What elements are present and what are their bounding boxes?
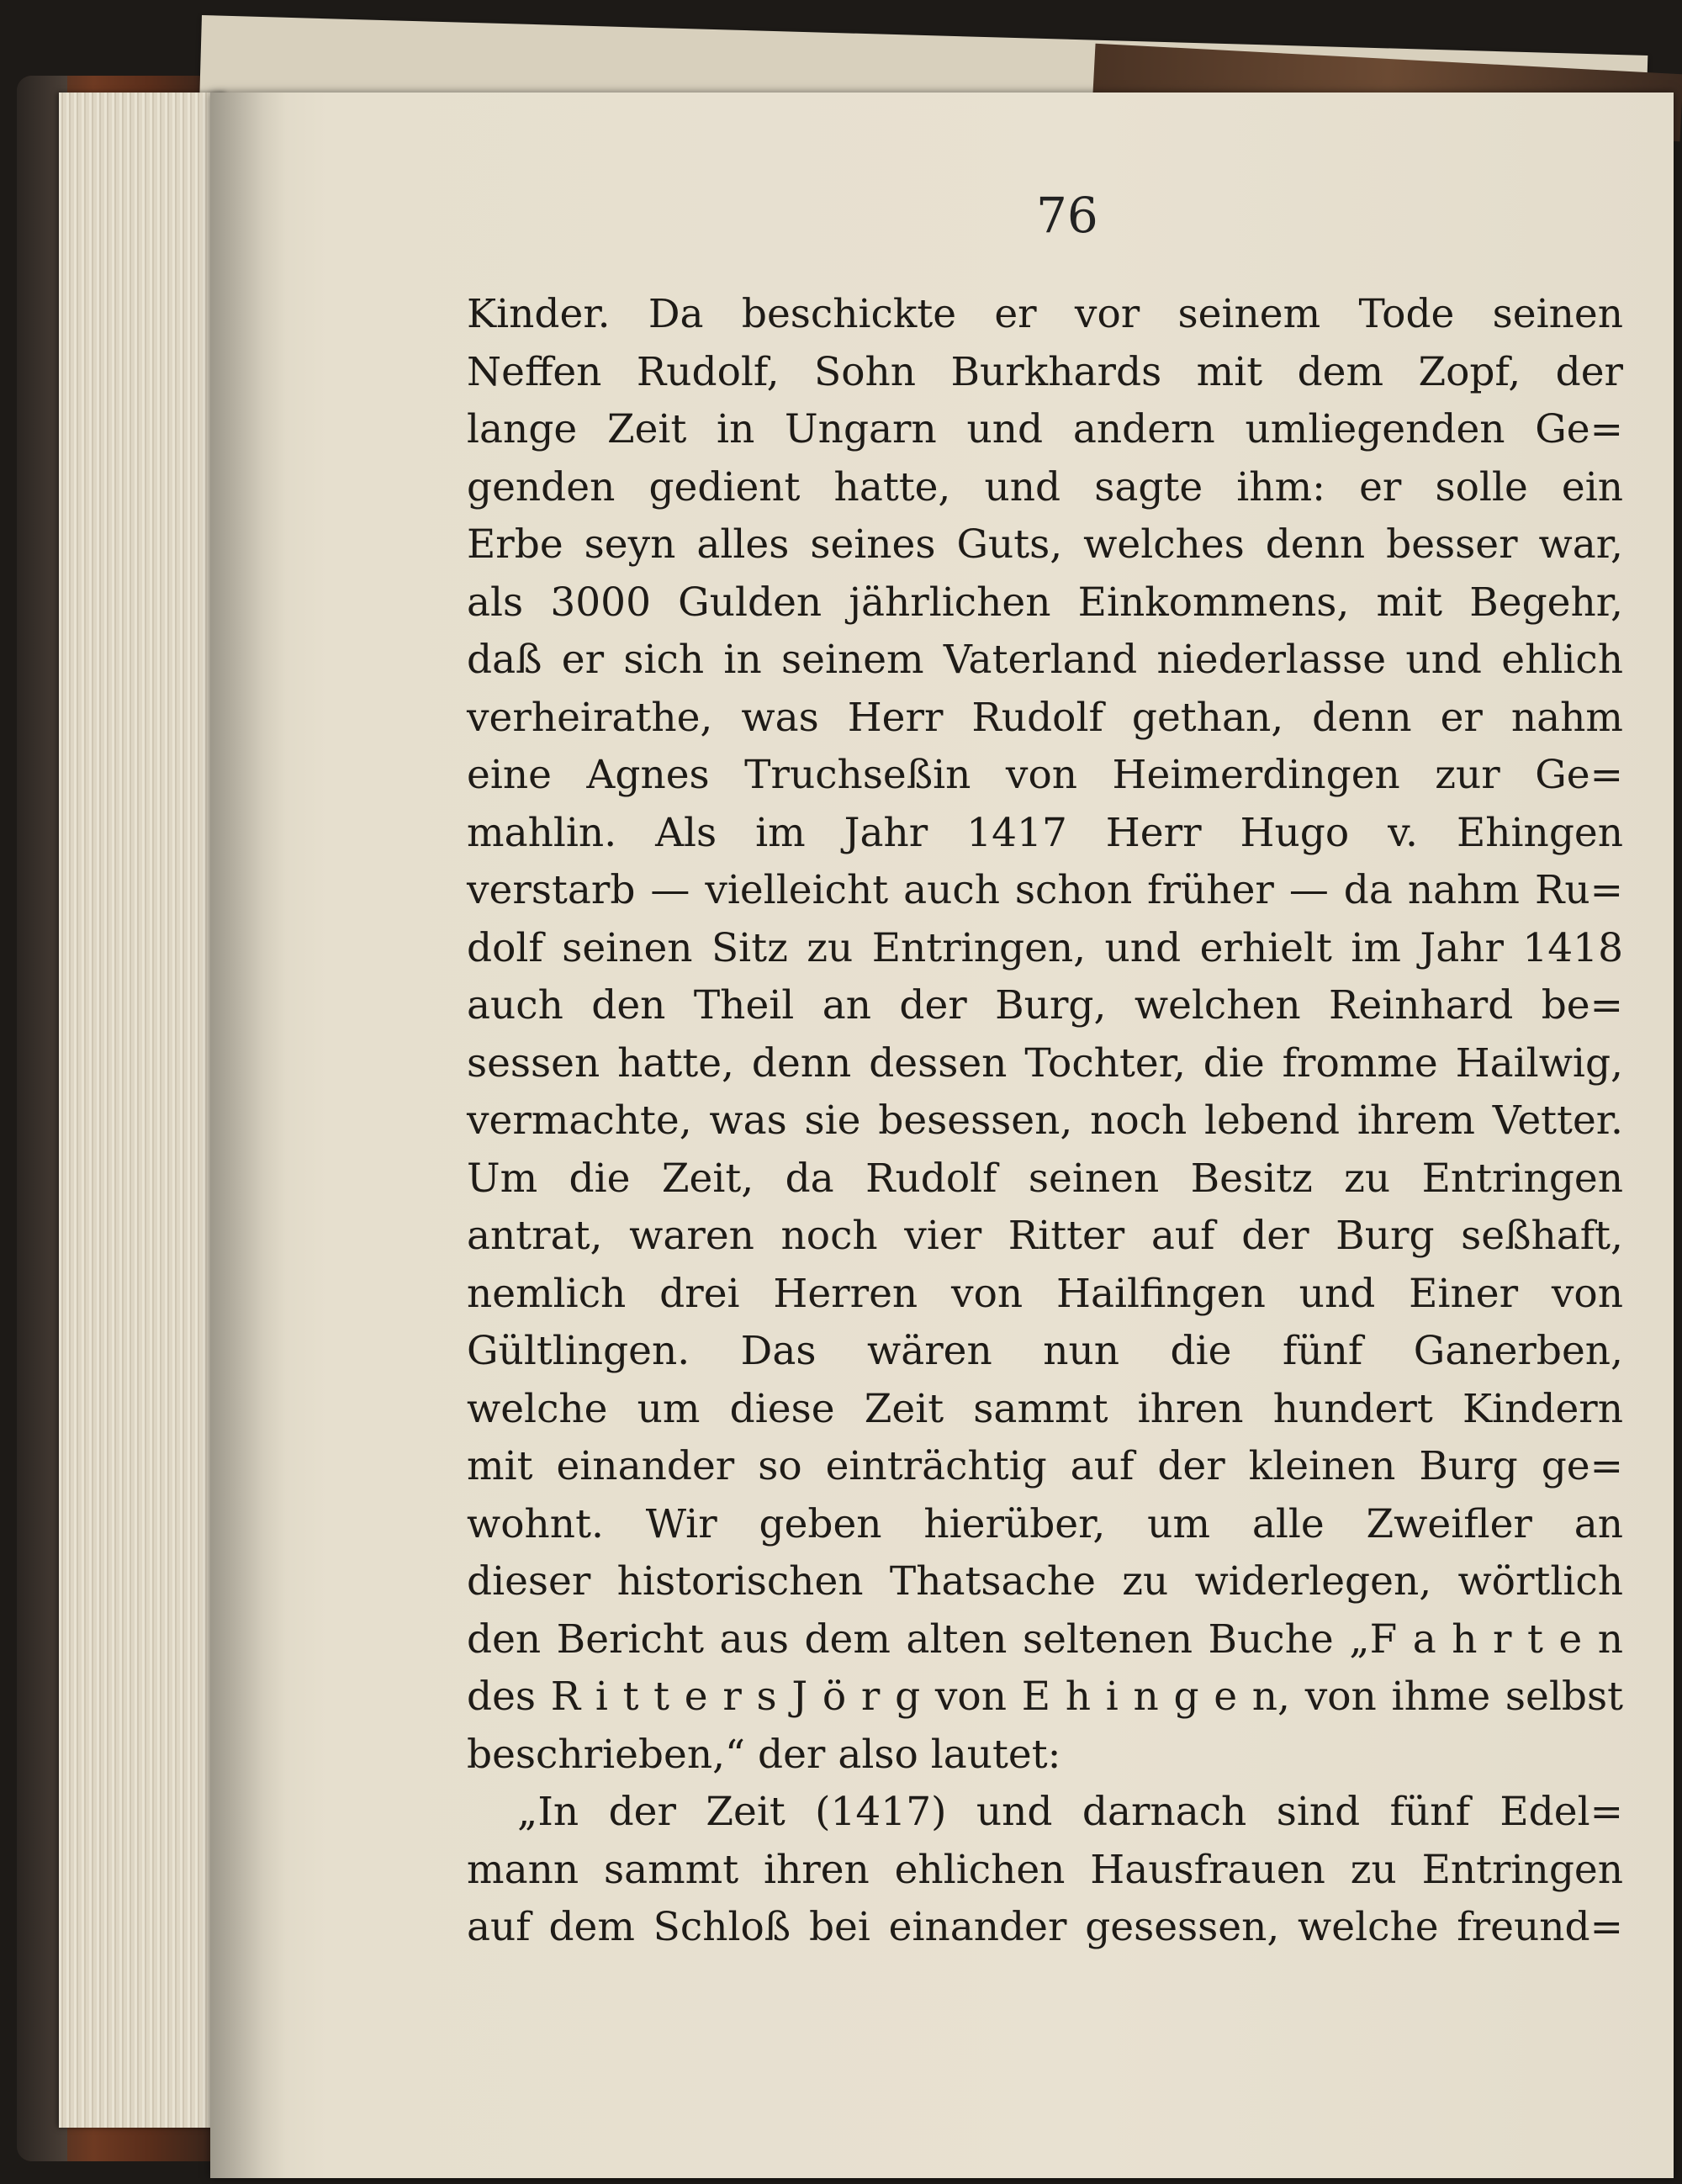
page-edges	[59, 93, 227, 2128]
text-line: auf dem Schloß bei einander gesessen, welche freund=	[467, 1904, 1623, 1950]
text-line: als 3000 Gulden jährlichen Einkommens, mit Begehr,	[467, 579, 1623, 626]
page-number: 76	[1036, 187, 1098, 244]
text-line: daß er sich in seinem Vaterland niederlasse und ehlich	[467, 637, 1623, 683]
text-line: verstarb — vielleicht auch schon früher — da nahm Ru=	[467, 867, 1623, 913]
text-line: auch den Theil an der Burg, welchen Reinhard be=	[467, 982, 1623, 1029]
text-line: eine Agnes Truchseßin von Heimerdingen zur Ge=	[467, 752, 1623, 798]
text-line: vermachte, was sie besessen, noch lebend ihrem Vetter.	[467, 1097, 1623, 1144]
text-line: Gültlingen. Das wären nun die fünf Ganerben,	[467, 1328, 1623, 1374]
text-line: dieser historischen Thatsache zu widerlegen, wörtlich	[467, 1558, 1623, 1605]
text-line: des R i t t e r s J ö r g von E h i n g e n, von ihme selbst	[467, 1674, 1623, 1720]
text-line: genden gedient hatte, und sagte ihm: er solle ein	[467, 463, 1623, 510]
text-line: den Bericht aus dem alten seltenen Buche „F a h r t e n	[467, 1616, 1623, 1663]
text-line: Um die Zeit, da Rudolf seinen Besitz zu Entringen	[467, 1155, 1623, 1202]
text-line: welche um diese Zeit sammt ihren hundert Kindern	[467, 1385, 1623, 1432]
text-line: Kinder. Da beschickte er vor seinem Tode seinen	[467, 291, 1623, 337]
page-text	[467, 286, 1623, 1957]
page-gutter-shadow	[210, 93, 286, 2178]
text-line: mahlin. Als im Jahr 1417 Herr Hugo v. Ehingen	[467, 809, 1623, 856]
text-line: antrat, waren noch vier Ritter auf der Burg seßhaft,	[467, 1213, 1623, 1259]
text-line: verheirathe, was Herr Rudolf gethan, denn er nahm	[467, 694, 1623, 741]
text-line: beschrieben,“ der also lautet:	[467, 1731, 1061, 1778]
text-line: mit einander so einträchtig auf der kleinen Burg ge=	[467, 1443, 1623, 1489]
text-line: wohnt. Wir geben hierüber, um alle Zweifler an	[467, 1500, 1623, 1547]
text-line: sessen hatte, denn dessen Tochter, die fromme Hailwig,	[467, 1039, 1623, 1087]
text-line: dolf seinen Sitz zu Entringen, und erhielt im Jahr 1418	[467, 924, 1623, 971]
text-line: „In der Zeit (1417) und darnach sind fünf Edel=	[517, 1789, 1623, 1835]
text-line: mann sammt ihren ehlichen Hausfrauen zu Entringen	[467, 1846, 1623, 1893]
text-line: Neffen Rudolf, Sohn Burkhards mit dem Zopf, der	[467, 348, 1623, 395]
text-line: Erbe seyn alles seines Guts, welches denn besser war,	[467, 521, 1623, 568]
text-line: lange Zeit in Ungarn und andern umliegenden Ge=	[467, 406, 1623, 452]
text-line: nemlich drei Herren von Hailfingen und Einer von	[467, 1270, 1623, 1317]
